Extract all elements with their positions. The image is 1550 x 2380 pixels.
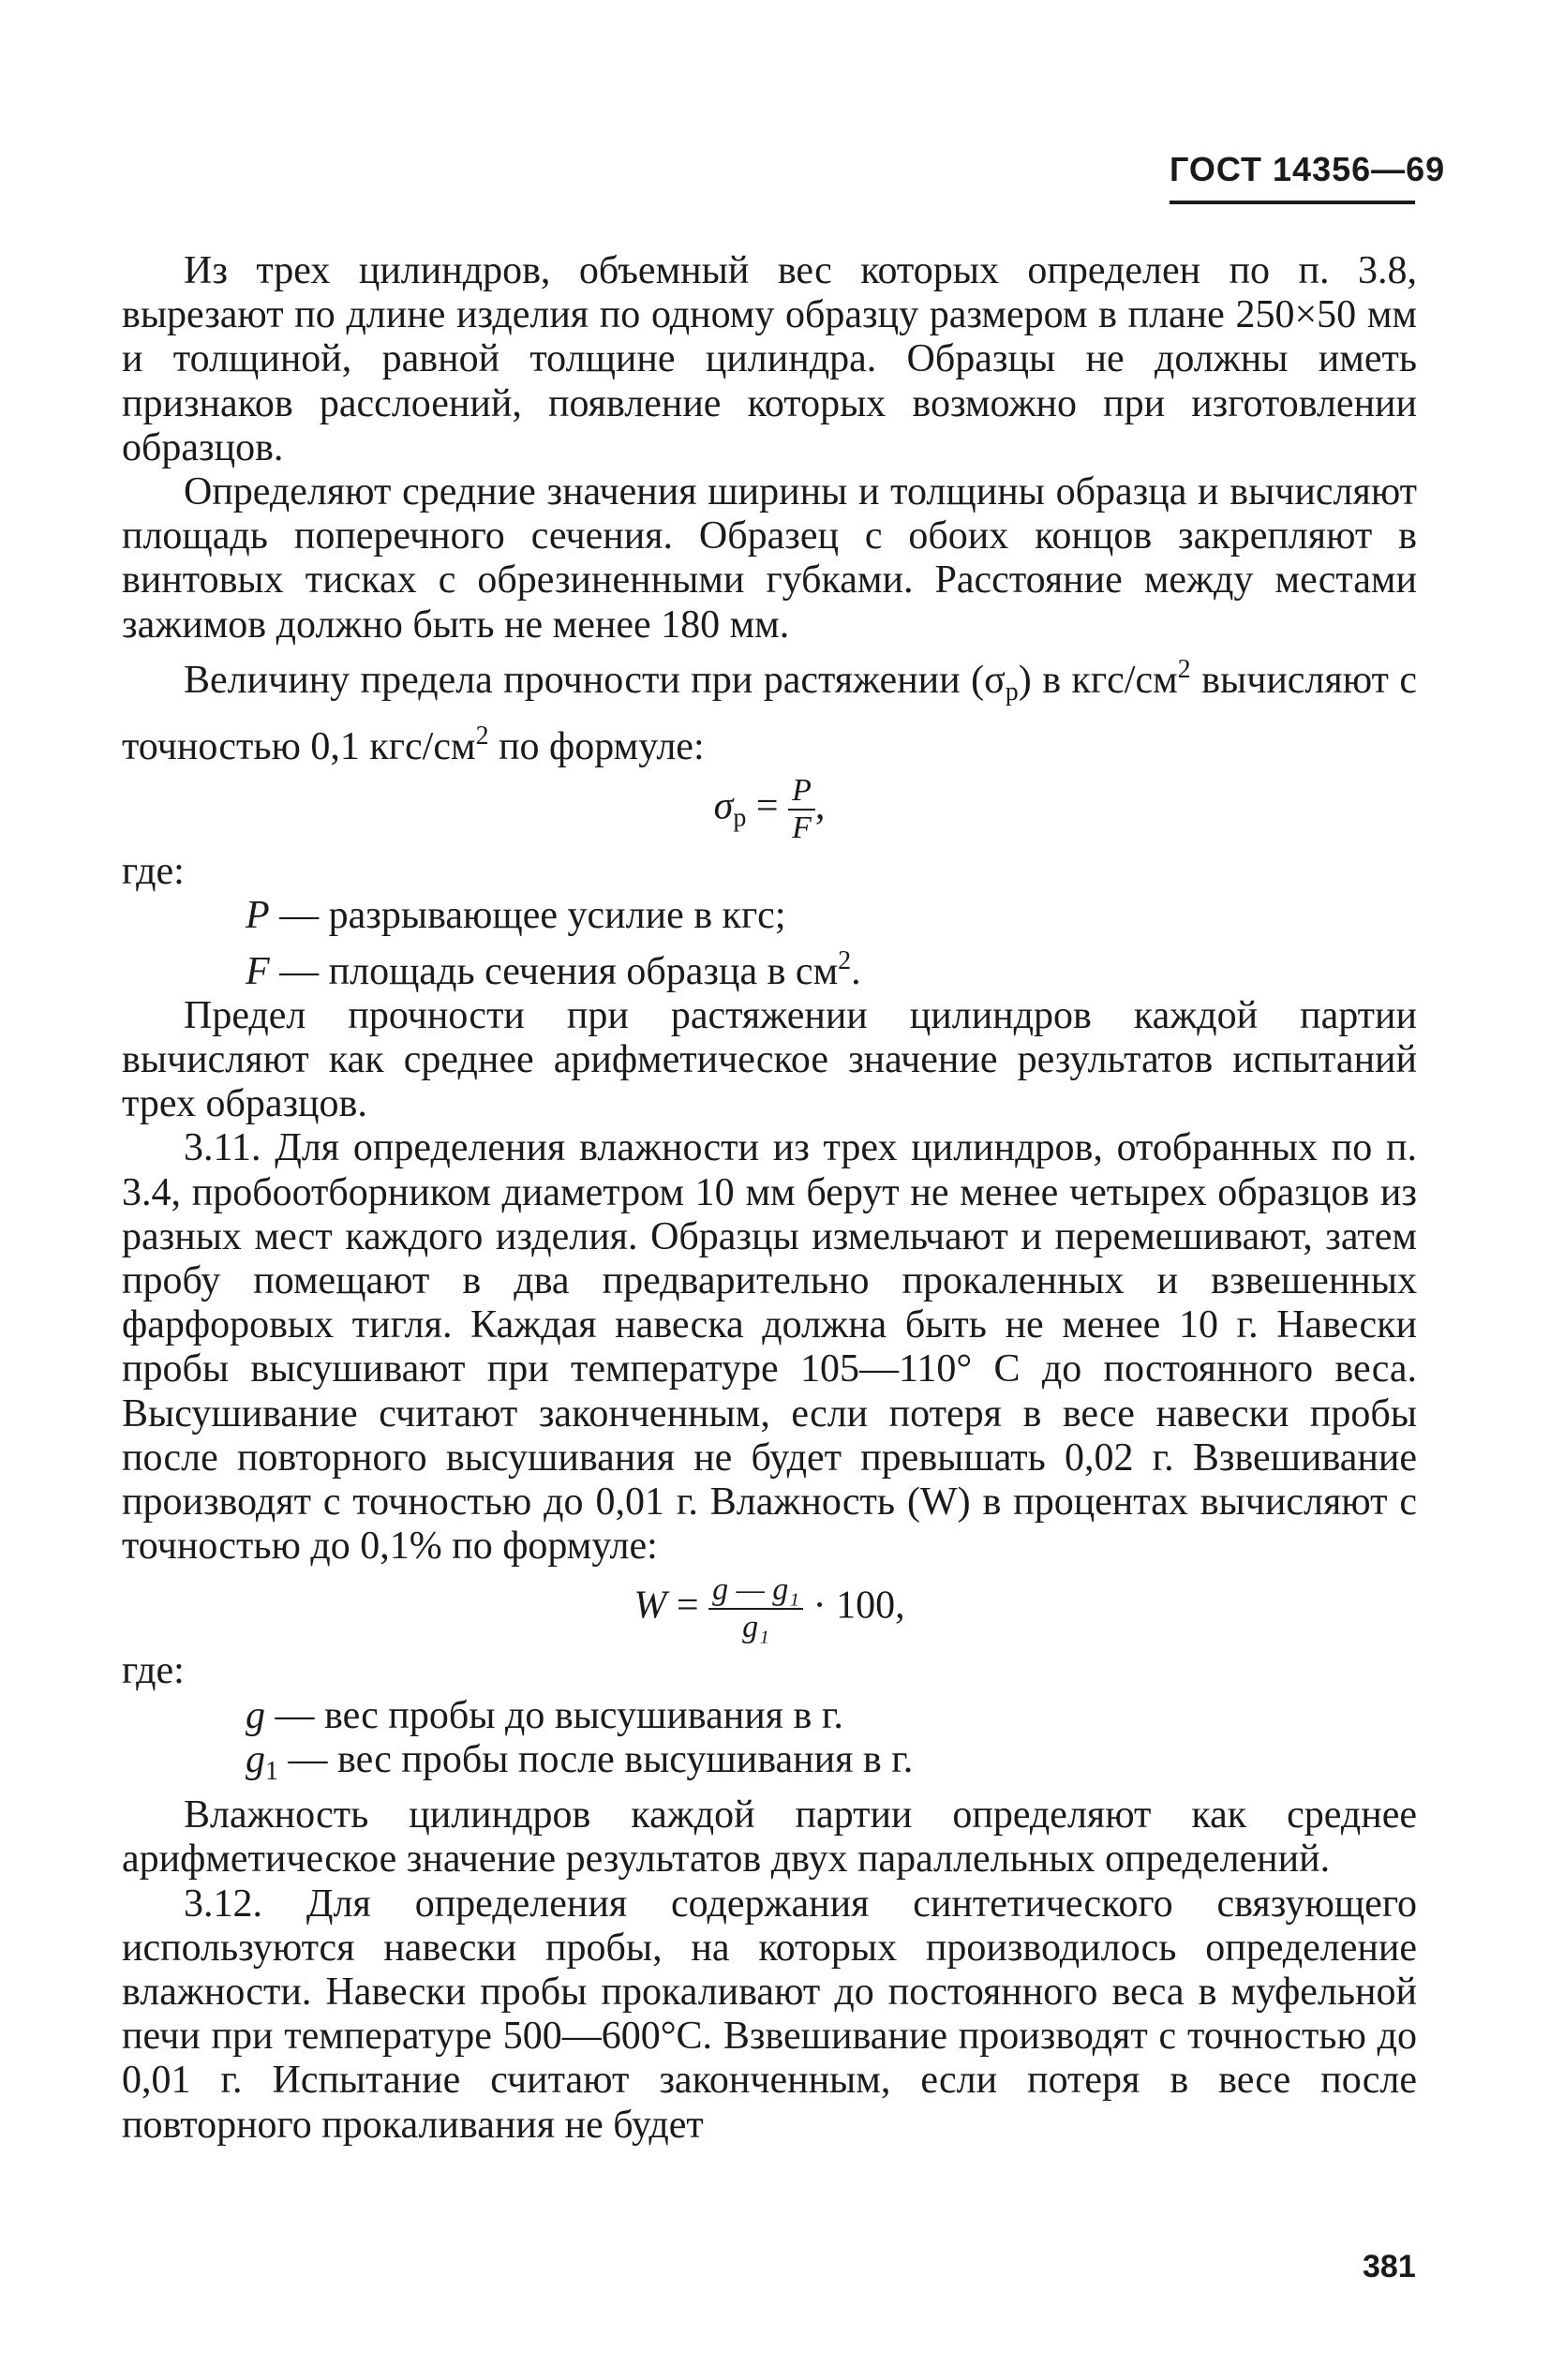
- text-segment: вычисляют с точностью 0,1 кгс/см: [122, 658, 1418, 769]
- formula-lhs: W: [633, 1584, 667, 1629]
- paragraph-binder-content: 3.12. Для определения содержания синтетического связующего используются навески пробы, на которых производилось определение влажности. Навески пробы прокаливают до постоянного веса в муфельной печи при температуре 500—600°С. Взвешивание производят с точностью до 0,01 г. Испытание считают законченным, если потеря в весе после повторного прокаливания не будет: [122, 1882, 1417, 2147]
- superscript: 2: [838, 945, 852, 975]
- paragraph-cross-section: Определяют средние значения ширины и толщины образца и вычисляют площадь поперечного сечения. Образец с обоих концов закрепляют в винтовых тисках с обрезиненными губками. Расстояние между местами зажимов должно быть не менее 180 мм.: [122, 470, 1417, 647]
- formula-lhs: σ: [713, 784, 734, 828]
- text-segment: ) в кгс/см: [1018, 658, 1178, 702]
- formula-fraction: [708, 1574, 803, 1644]
- text-segment: Величину предела прочности при растяжении (σ: [184, 658, 1006, 702]
- paragraph-strength-average: Предел прочности при растяжении цилиндров каждой партии вычисляют как среднее арифметическое значение результатов испытаний трех образцов.: [122, 993, 1417, 1126]
- formula-tail: ,: [814, 784, 826, 828]
- definition-weight-before: [122, 1694, 1417, 1738]
- standard-header: ГОСТ 14356—69: [1170, 150, 1446, 188]
- definition-text: — разрывающее усилие в кгс;: [269, 894, 786, 938]
- definition-text: — вес пробы до высушивания в г.: [265, 1693, 843, 1737]
- subscript: 1: [265, 1756, 278, 1786]
- paragraph-tensile-strength: [122, 647, 1417, 769]
- definition-force: [122, 894, 1417, 938]
- document-body: [122, 249, 1417, 2148]
- paragraph-samples: Из трех цилиндров, объемный вес которых определен по п. 3.8, вырезают по длине изделия по одному образцу размером в плане 250×50 мм и толщиной, равной толщине цилиндра. Образцы не должны иметь признаков расслоений, появление которых возможно при изготовлении образцов.: [122, 249, 1417, 469]
- paragraph-moisture: 3.11. Для определения влажности из трех цилиндров, отобранных по п. 3.4, пробоотборником диаметром 10 мм берут не менее четырех образцов из разных мест каждого изделия. Образцы измельчают и перемешивают, затем пробу помещают в два предварительно прокаленных и взвешенных фарфоровых тигля. Каждая навеска должна быть не менее 10 г. Навески пробы высушивают при температуре 105—110° С до постоянного веса. Высушивание считают законченным, если потеря в весе навески пробы после повторного высушивания не будет превышать 0,02 г. Взвешивание производят с точностью до 0,01 г. Влажность (W) в процентах вычисляют с точностью до 0,1% по формуле:: [122, 1126, 1417, 1569]
- formula-equals: =: [746, 784, 789, 828]
- fraction-denominator: g₁: [742, 1610, 769, 1645]
- fraction-numerator: g — g₁: [708, 1574, 803, 1610]
- formula-tail: · 100,: [803, 1584, 905, 1629]
- formula-tensile-strength: [122, 775, 1417, 844]
- definition-end: .: [851, 949, 861, 993]
- superscript: 2: [475, 721, 489, 751]
- text-segment: по формуле:: [488, 725, 705, 769]
- paragraph-moisture-average: Влажность цилиндров каждой партии определяют как среднее арифметическое значение результатов двух параллельных определений.: [122, 1793, 1417, 1882]
- definition-text: — вес пробы после высушивания в г.: [278, 1737, 914, 1781]
- subscript: р: [1005, 677, 1019, 707]
- formula-moisture: [122, 1574, 1417, 1644]
- formula-fraction: [788, 775, 815, 844]
- page-number: 381: [1363, 2249, 1416, 2284]
- where-label: где:: [122, 850, 185, 894]
- definition-symbol: F: [246, 949, 270, 993]
- fraction-denominator: F: [792, 811, 812, 846]
- fraction-numerator: P: [788, 775, 815, 811]
- definition-symbol: P: [246, 894, 270, 938]
- definition-symbol: g: [246, 1693, 265, 1737]
- formula-lhs-subscript: р: [733, 803, 747, 833]
- definition-text: — площадь сечения образца в см: [269, 949, 839, 993]
- superscript: 2: [1177, 654, 1191, 684]
- header-rule: [1170, 201, 1415, 204]
- where-label: где:: [122, 1649, 185, 1693]
- definition-area: [122, 939, 1417, 994]
- definition-weight-after: [122, 1738, 1417, 1793]
- formula-equals: =: [666, 1584, 709, 1629]
- definition-symbol: g: [246, 1737, 265, 1781]
